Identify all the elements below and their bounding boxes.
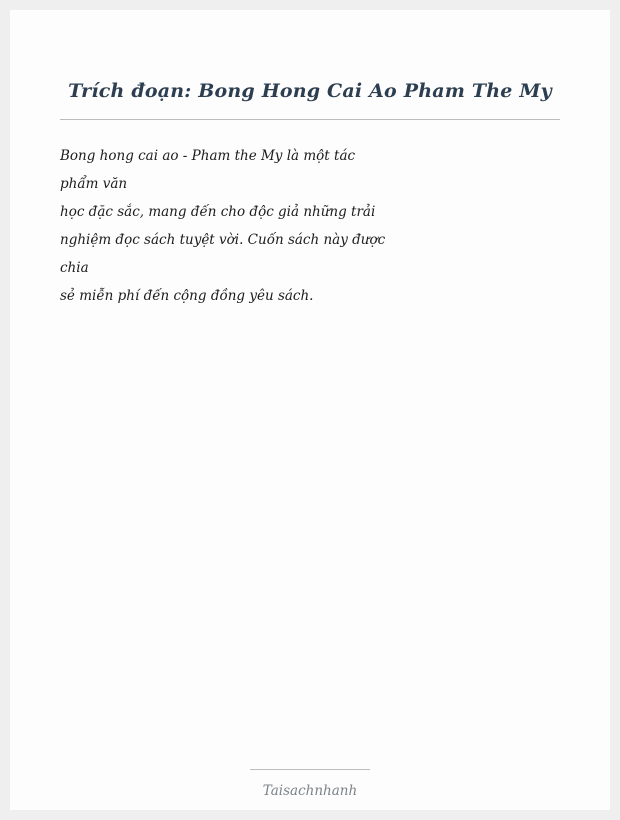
excerpt-line: phẩm văn — [60, 176, 128, 192]
excerpt-line: nghiệm đọc sách tuyệt vời. Cuốn sách này được — [60, 232, 386, 248]
excerpt-line: chia — [60, 260, 89, 276]
excerpt-body — [60, 142, 386, 310]
document-title: Trích đoạn: Bong Hong Cai Ao Pham The My — [68, 80, 552, 102]
footer-credit: Taisachnhanh — [262, 783, 358, 799]
document-page — [10, 10, 610, 810]
excerpt-line: học đặc sắc, mang đến cho độc giả những trải — [60, 204, 376, 220]
footer-divider — [250, 769, 370, 770]
excerpt-line: Bong hong cai ao - Pham the My là một tác — [60, 148, 356, 164]
title-divider — [60, 119, 560, 120]
excerpt-line: sẻ miễn phí đến cộng đồng yêu sách. — [60, 288, 314, 304]
